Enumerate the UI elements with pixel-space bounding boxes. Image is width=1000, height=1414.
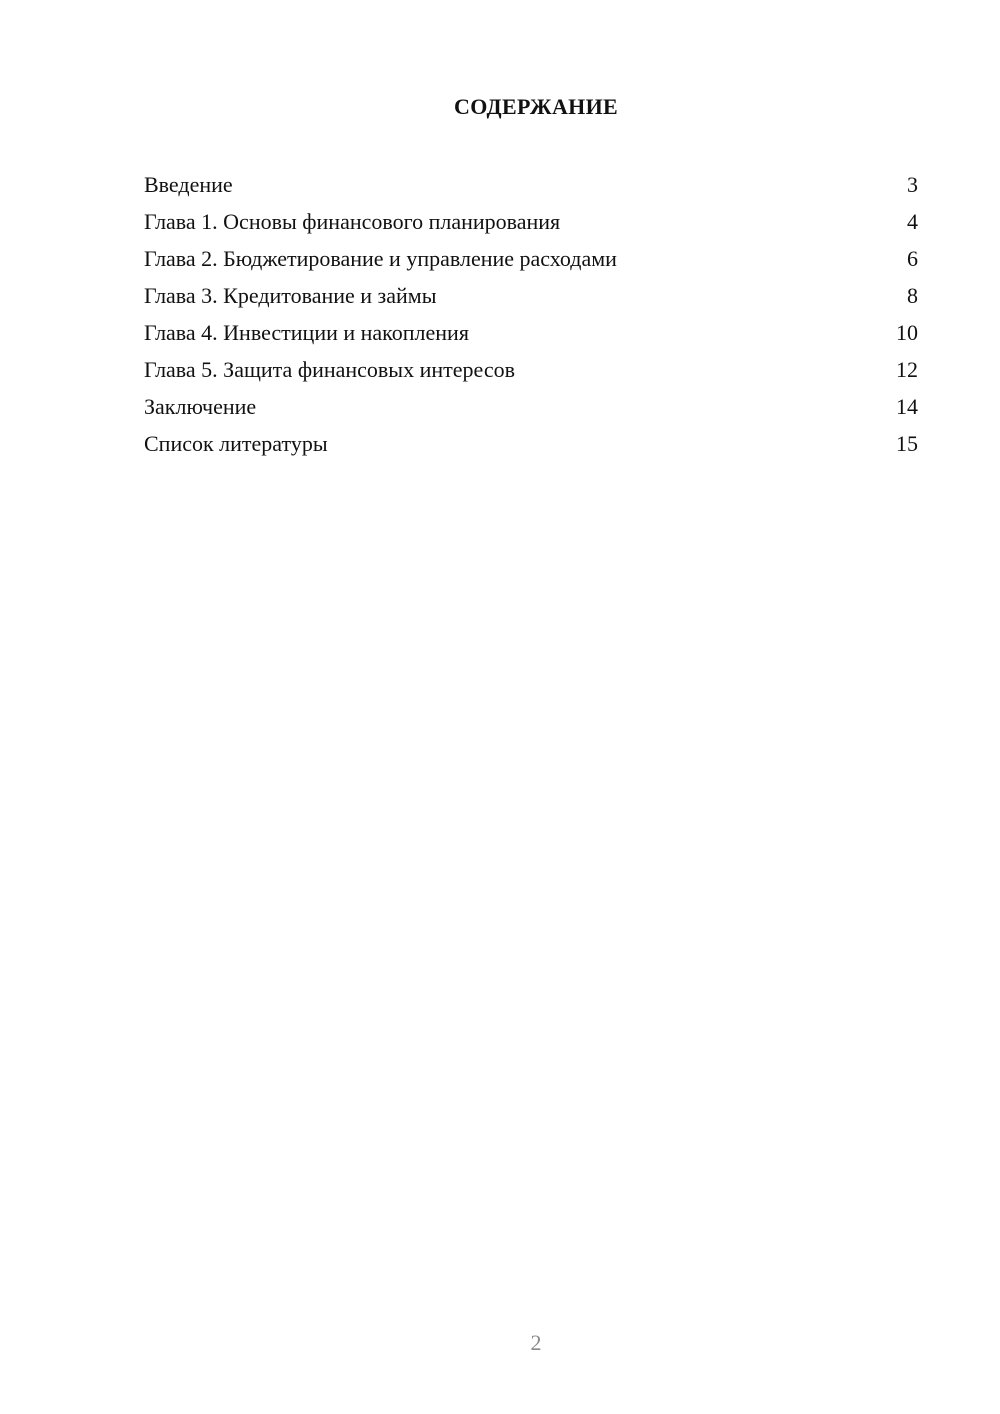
toc-entry-label: Список литературы — [144, 431, 328, 456]
toc-entry-references[interactable] — [144, 425, 918, 462]
toc-entry-page: 14 — [896, 394, 918, 419]
toc-entry-page: 6 — [907, 246, 918, 271]
page-number: 2 — [530, 1330, 542, 1355]
toc-entry-page: 10 — [896, 320, 918, 345]
toc-entry-introduction[interactable] — [144, 166, 918, 203]
toc-entry-chapter-2[interactable] — [144, 240, 918, 277]
toc-entry-page: 4 — [907, 209, 918, 234]
toc-entry-chapter-1[interactable] — [144, 203, 918, 240]
toc-entry-label: Заключение — [144, 394, 257, 419]
toc-entry-label: Введение — [144, 172, 233, 197]
toc-entry-label: Глава 1. Основы финансового планирования — [144, 209, 561, 234]
toc-entry-chapter-3[interactable] — [144, 277, 918, 314]
toc-entry-page: 8 — [907, 283, 918, 308]
toc-entry-label: Глава 5. Защита финансовых интересов — [144, 357, 515, 382]
toc-entry-label: Глава 3. Кредитование и займы — [144, 283, 437, 308]
toc-entry-label: Глава 2. Бюджетирование и управление расходами — [144, 246, 617, 271]
toc-entry-chapter-4[interactable] — [144, 314, 918, 351]
table-of-contents — [144, 166, 918, 462]
toc-entry-conclusion[interactable] — [144, 388, 918, 425]
toc-title: СОДЕРЖАНИЕ — [454, 94, 618, 119]
toc-entry-page: 3 — [907, 172, 918, 197]
toc-entry-label: Глава 4. Инвестиции и накопления — [144, 320, 469, 345]
toc-entry-page: 12 — [896, 357, 918, 382]
toc-entry-page: 15 — [896, 431, 918, 456]
toc-entry-chapter-5[interactable] — [144, 351, 918, 388]
